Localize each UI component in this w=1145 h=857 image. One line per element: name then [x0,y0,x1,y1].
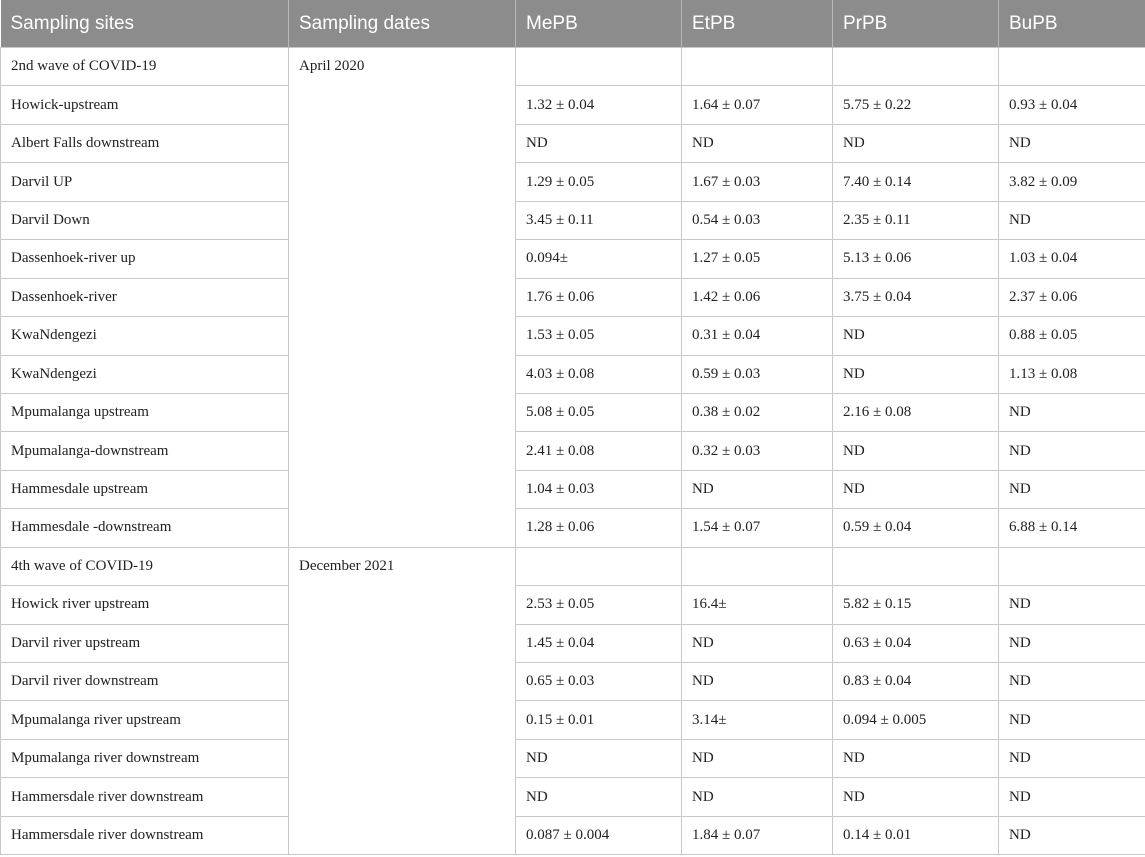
bupb-cell: ND [999,663,1145,701]
mepb-cell: 1.76 ± 0.06 [516,278,682,316]
table-row [1,624,1145,662]
site-cell: Darvil river downstream [1,663,289,701]
prpb-cell: 2.16 ± 0.08 [833,393,999,431]
site-cell: Albert Falls downstream [1,124,289,162]
mepb-cell: ND [516,124,682,162]
bupb-cell: ND [999,778,1145,816]
header-prpb: PrPB [833,0,999,48]
empty-cell [516,547,682,585]
mepb-cell: 0.094± [516,240,682,278]
empty-cell [682,48,833,86]
table-row [1,86,1145,124]
site-cell: Howick-upstream [1,86,289,124]
etpb-cell: 16.4± [682,586,833,624]
mepb-cell: 1.45 ± 0.04 [516,624,682,662]
etpb-cell: ND [682,470,833,508]
bupb-cell: ND [999,432,1145,470]
table-row [1,701,1145,739]
table-row [1,470,1145,508]
mepb-cell: 3.45 ± 0.11 [516,201,682,239]
site-cell: Mpumalanga river upstream [1,701,289,739]
prpb-cell: 2.35 ± 0.11 [833,201,999,239]
header-etpb: EtPB [682,0,833,48]
etpb-cell: 1.84 ± 0.07 [682,816,833,854]
mepb-cell: 5.08 ± 0.05 [516,393,682,431]
empty-cell [682,547,833,585]
bupb-cell: ND [999,701,1145,739]
table-row [1,201,1145,239]
etpb-cell: 3.14± [682,701,833,739]
site-cell: Mpumalanga upstream [1,393,289,431]
empty-cell [833,48,999,86]
etpb-cell: ND [682,739,833,777]
site-cell: Hammersdale river downstream [1,778,289,816]
prpb-cell: 0.094 ± 0.005 [833,701,999,739]
mepb-cell: 1.29 ± 0.05 [516,163,682,201]
mepb-cell: 2.53 ± 0.05 [516,586,682,624]
prpb-cell: 0.14 ± 0.01 [833,816,999,854]
table-row [1,163,1145,201]
header-sampling-dates: Sampling dates [289,0,516,48]
etpb-cell: 0.31 ± 0.04 [682,317,833,355]
etpb-cell: 0.32 ± 0.03 [682,432,833,470]
header-sampling-sites: Sampling sites [1,0,289,48]
prpb-cell: 0.59 ± 0.04 [833,509,999,547]
etpb-cell: 1.42 ± 0.06 [682,278,833,316]
table-row [1,432,1145,470]
table-row [1,278,1145,316]
etpb-cell: 1.67 ± 0.03 [682,163,833,201]
mepb-cell: 0.15 ± 0.01 [516,701,682,739]
site-cell: Darvil UP [1,163,289,201]
etpb-cell: 1.54 ± 0.07 [682,509,833,547]
bupb-cell: ND [999,586,1145,624]
bupb-cell: ND [999,624,1145,662]
table-row [1,586,1145,624]
mepb-cell: 1.28 ± 0.06 [516,509,682,547]
site-cell: Mpumalanga-downstream [1,432,289,470]
bupb-cell: 1.13 ± 0.08 [999,355,1145,393]
prpb-cell: 3.75 ± 0.04 [833,278,999,316]
site-cell: Dassenhoek-river [1,278,289,316]
prpb-cell: 0.63 ± 0.04 [833,624,999,662]
site-cell: Hammesdale -downstream [1,509,289,547]
table-row [1,393,1145,431]
bupb-cell: 0.93 ± 0.04 [999,86,1145,124]
site-cell: Hammesdale upstream [1,470,289,508]
etpb-cell: 0.59 ± 0.03 [682,355,833,393]
empty-cell [833,547,999,585]
prpb-cell: ND [833,470,999,508]
etpb-cell: ND [682,624,833,662]
prpb-cell: 5.13 ± 0.06 [833,240,999,278]
prpb-cell: ND [833,355,999,393]
etpb-cell: 0.38 ± 0.02 [682,393,833,431]
table-row [1,816,1145,854]
bupb-cell: 3.82 ± 0.09 [999,163,1145,201]
mepb-cell: 1.32 ± 0.04 [516,86,682,124]
header-row [1,0,1145,48]
prpb-cell: ND [833,739,999,777]
mepb-cell: 2.41 ± 0.08 [516,432,682,470]
bupb-cell: ND [999,201,1145,239]
site-cell: Dassenhoek-river up [1,240,289,278]
mepb-cell: 1.53 ± 0.05 [516,317,682,355]
mepb-cell: 0.087 ± 0.004 [516,816,682,854]
table-row [1,509,1145,547]
table-row [1,355,1145,393]
sampling-date: December 2021 [289,547,516,855]
mepb-cell: 0.65 ± 0.03 [516,663,682,701]
bupb-cell: ND [999,470,1145,508]
site-cell: Howick river upstream [1,586,289,624]
prpb-cell: 7.40 ± 0.14 [833,163,999,201]
etpb-cell: 0.54 ± 0.03 [682,201,833,239]
prpb-cell: 5.75 ± 0.22 [833,86,999,124]
table-row [1,739,1145,777]
table-row [1,663,1145,701]
mepb-cell: 1.04 ± 0.03 [516,470,682,508]
bupb-cell: 6.88 ± 0.14 [999,509,1145,547]
prpb-cell: ND [833,432,999,470]
table-row [1,317,1145,355]
etpb-cell: ND [682,778,833,816]
etpb-cell: 1.64 ± 0.07 [682,86,833,124]
empty-cell [999,547,1145,585]
empty-cell [999,48,1145,86]
site-cell: Darvil Down [1,201,289,239]
mepb-cell: ND [516,778,682,816]
prpb-cell: ND [833,124,999,162]
prpb-cell: 0.83 ± 0.04 [833,663,999,701]
group-label: 2nd wave of COVID-19 [1,48,289,86]
mepb-cell: ND [516,739,682,777]
header-bupb: BuPB [999,0,1145,48]
site-cell: KwaNdengezi [1,317,289,355]
mepb-cell: 4.03 ± 0.08 [516,355,682,393]
etpb-cell: ND [682,124,833,162]
site-cell: KwaNdengezi [1,355,289,393]
sampling-date: April 2020 [289,48,516,548]
table-row [1,124,1145,162]
table-row [1,778,1145,816]
group-row [1,48,1145,86]
bupb-cell: 2.37 ± 0.06 [999,278,1145,316]
site-cell: Darvil river upstream [1,624,289,662]
etpb-cell: ND [682,663,833,701]
site-cell: Mpumalanga river downstream [1,739,289,777]
bupb-cell: ND [999,124,1145,162]
group-row [1,547,1145,585]
bupb-cell: ND [999,816,1145,854]
prpb-cell: ND [833,317,999,355]
table-row [1,240,1145,278]
prpb-cell: 5.82 ± 0.15 [833,586,999,624]
bupb-cell: ND [999,393,1145,431]
site-cell: Hammersdale river downstream [1,816,289,854]
group-label: 4th wave of COVID-19 [1,547,289,585]
header-mepb: MePB [516,0,682,48]
etpb-cell: 1.27 ± 0.05 [682,240,833,278]
bupb-cell: ND [999,739,1145,777]
bupb-cell: 0.88 ± 0.05 [999,317,1145,355]
prpb-cell: ND [833,778,999,816]
bupb-cell: 1.03 ± 0.04 [999,240,1145,278]
empty-cell [516,48,682,86]
